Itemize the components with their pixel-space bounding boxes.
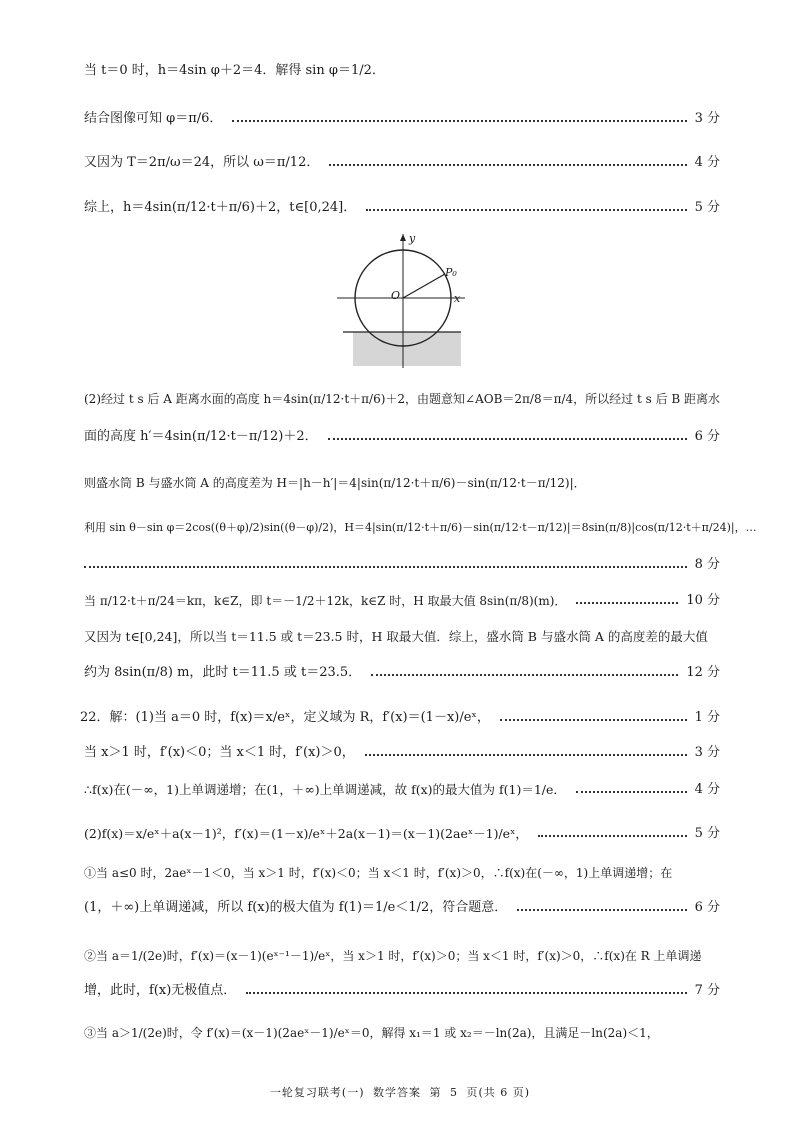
line-text: 22．解：(1)当 a＝0 时，f(x)＝x/eˣ，定义域为 R，f′(x)＝(1－x)/eˣ， bbox=[80, 710, 490, 725]
answer-line-6 bbox=[84, 424, 720, 450]
score-label: 6 分 bbox=[694, 900, 720, 915]
answer-line-3 bbox=[84, 150, 720, 176]
footer-exam: 一轮复习联考(一) bbox=[269, 1086, 365, 1099]
answer-line-5 bbox=[84, 386, 720, 412]
dot-leader bbox=[500, 719, 687, 721]
dot-leader bbox=[517, 909, 686, 911]
y-axis-label: y bbox=[409, 232, 416, 245]
line-text: 则盛水筒 B 与盛水筒 A 的高度差为 H＝|h－h′|＝4|sin(π/12·t＋π/6)－sin(π/12·t－π/12)|． bbox=[84, 476, 586, 490]
dot-leader bbox=[365, 754, 687, 756]
line-text: 利用 sin θ－sin φ＝2cos((θ＋φ)/2)sin((θ－φ)/2)，H＝4|sin(π/12·t＋π/6)－sin(π/12·t－π/12)|＝8sin(π/8)|cos(π/12·t＋π/24)|，… bbox=[84, 521, 757, 534]
line-text: (2)经过 t s 后 A 距离水面的高度 h＝4sin(π/12·t＋π/6)＋2，由题意知∠AOB＝2π/8＝π/4，所以经过 t s 后 B 距离水 bbox=[84, 392, 721, 406]
radius-op0 bbox=[403, 274, 445, 298]
score-label: 12 分 bbox=[686, 665, 720, 680]
line-text: ③当 a＞1/(2e)时，令 f′(x)＝(x－1)(2aeˣ－1)/eˣ＝0，解得 x₁＝1 或 x₂＝－ln(2a)，且满足－ln(2a)＜1， bbox=[84, 1026, 659, 1040]
answer-line-19 bbox=[84, 943, 720, 969]
line-text: 综上，h＝4sin(π/12·t＋π/6)＋2，t∈[0,24]． bbox=[84, 200, 357, 215]
answer-line-1 bbox=[84, 58, 720, 84]
answer-line-4 bbox=[84, 195, 720, 221]
dot-leader bbox=[232, 120, 686, 122]
answer-line-2 bbox=[84, 106, 720, 132]
answer-line-20 bbox=[84, 978, 720, 1004]
dot-leader bbox=[246, 992, 686, 994]
water-region bbox=[353, 332, 461, 366]
score-label: 1 分 bbox=[694, 710, 720, 725]
footer-page-suffix: 页(共 6 页) bbox=[466, 1086, 531, 1099]
answer-line-7 bbox=[84, 470, 720, 496]
answer-line-21 bbox=[84, 1020, 720, 1046]
answer-line-14 bbox=[84, 740, 720, 766]
score-label: 8 分 bbox=[694, 557, 720, 572]
score-label: 4 分 bbox=[694, 782, 720, 797]
answer-line-8 bbox=[84, 515, 757, 541]
dot-leader bbox=[328, 438, 687, 440]
line-text: 面的高度 h′＝4sin(π/12·t－π/12)＋2． bbox=[84, 429, 318, 444]
answer-line-13 bbox=[80, 705, 720, 731]
line-text: ∴f(x)在(－∞，1)上单调递增；在(1，＋∞)上单调递减，故 f(x)的最大值为 f(1)＝1/e． bbox=[84, 782, 566, 797]
dot-leader bbox=[371, 674, 678, 676]
line-text: 当 x＞1 时，f′(x)＜0；当 x＜1 时，f′(x)＞0， bbox=[84, 745, 355, 760]
score-label: 4 分 bbox=[694, 155, 720, 170]
water-wheel-figure bbox=[333, 232, 465, 372]
dot-leader bbox=[329, 164, 686, 166]
line-text: 增，此时，f(x)无极值点． bbox=[84, 983, 237, 998]
line-text: 当 π/12·t＋π/24＝kπ，k∈Z，即 t＝－1/2＋12k，k∈Z 时，H 取最大值 8sin(π/8)(m)． bbox=[84, 594, 567, 608]
line-text: ①当 a≤0 时，2aeˣ－1＜0，当 x＞1 时，f′(x)＜0；当 x＜1 时，f′(x)＞0，∴f(x)在(－∞，1)上单调递增；在 bbox=[84, 866, 673, 880]
footer-page-prefix: 第 bbox=[429, 1086, 442, 1099]
score-label: 5 分 bbox=[694, 826, 720, 841]
line-text: 又因为 T＝2π/ω＝24，所以 ω＝π/12． bbox=[84, 155, 320, 170]
y-axis-arrow bbox=[400, 234, 406, 241]
dot-leader bbox=[538, 835, 687, 837]
point-label: P₀ bbox=[445, 266, 457, 279]
origin-label: O bbox=[391, 289, 401, 302]
dot-leader bbox=[576, 791, 687, 793]
answer-line-15 bbox=[84, 777, 720, 803]
dot-leader bbox=[366, 209, 686, 211]
score-label: 3 分 bbox=[694, 111, 720, 126]
answer-line-17 bbox=[84, 860, 720, 886]
dot-leader bbox=[84, 566, 687, 568]
answer-line-18 bbox=[84, 895, 720, 921]
line-text: (1，＋∞)上单调递减，所以 f(x)的极大值为 f(1)＝1/e＜1/2，符合题意． bbox=[84, 900, 508, 915]
line-text: ②当 a＝1/(2e)时，f′(x)＝(x－1)(eˣ⁻¹－1)/eˣ，当 x＞1 时，f′(x)＞0；当 x＜1 时，f′(x)＞0，∴f(x)在 R 上单调递 bbox=[84, 949, 702, 963]
score-label: 3 分 bbox=[694, 745, 720, 760]
answer-line-10 bbox=[84, 588, 720, 614]
score-label: 6 分 bbox=[694, 429, 720, 444]
score-label: 5 分 bbox=[694, 200, 720, 215]
answer-line-12 bbox=[84, 660, 720, 686]
line-text: 约为 8sin(π/8) m，此时 t＝11.5 或 t＝23.5． bbox=[84, 665, 362, 680]
page-footer bbox=[0, 1084, 800, 1100]
score-label: 10 分 bbox=[686, 593, 720, 608]
dot-leader bbox=[576, 602, 678, 604]
answer-line-9 bbox=[84, 552, 720, 578]
answer-line-16 bbox=[84, 821, 720, 847]
footer-page-number: 5 bbox=[450, 1086, 458, 1099]
score-label: 7 分 bbox=[694, 983, 720, 998]
answer-line-11 bbox=[84, 624, 720, 650]
footer-subject: 数学答案 bbox=[373, 1086, 421, 1099]
line-text: 当 t＝0 时，h＝4sin φ＋2＝4．解得 sin φ＝1/2． bbox=[84, 63, 385, 78]
x-axis-label: x bbox=[454, 292, 461, 305]
line-text: (2)f(x)＝x/eˣ＋a(x－1)²，f′(x)＝(1－x)/eˣ＋2a(x－1)＝(x－1)(2aeˣ－1)/eˣ， bbox=[84, 826, 528, 841]
line-text: 结合图像可知 φ＝π/6． bbox=[84, 111, 223, 126]
line-text: 又因为 t∈[0,24]，所以当 t＝11.5 或 t＝23.5 时，H 取最大值．综上，盛水筒 B 与盛水筒 A 的高度差的最大值 bbox=[84, 629, 708, 644]
